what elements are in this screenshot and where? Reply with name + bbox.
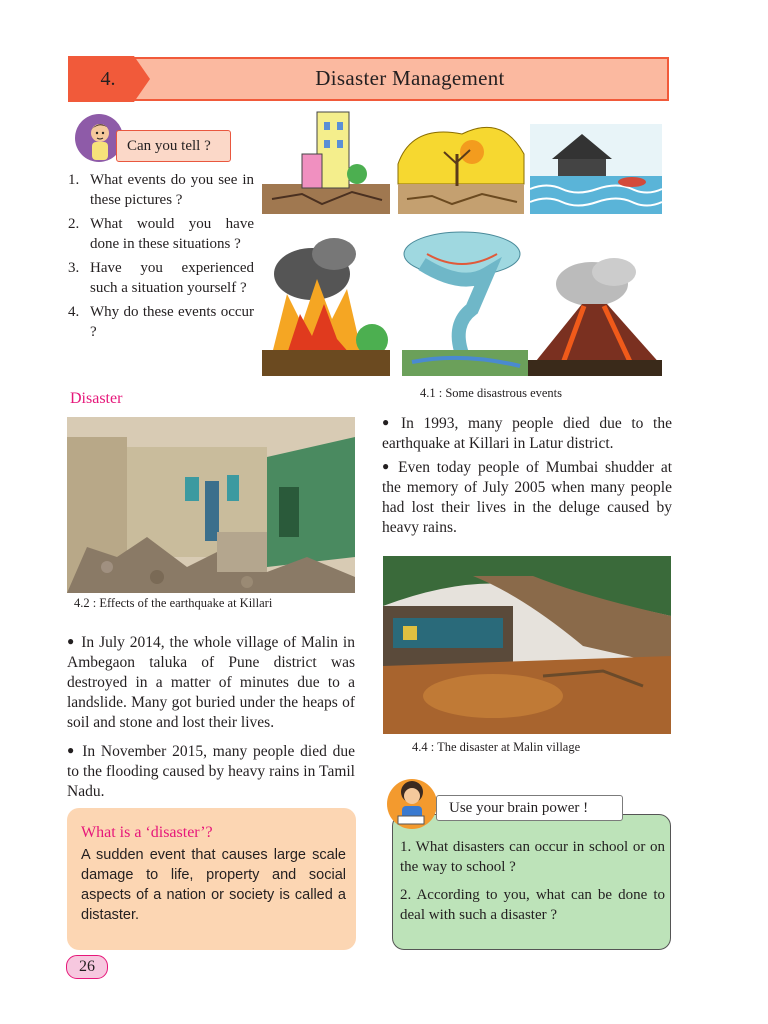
bullet-paragraph: ● Even today people of Mumbai shudder at the memory of July 2005 when many people had lost their lives in the deluge caused by heavy rains. xyxy=(382,459,673,536)
flood-illustration xyxy=(530,124,662,214)
forest-fire-illustration xyxy=(262,238,390,376)
chapter-title: Disaster Management xyxy=(315,66,505,90)
figure-caption-4-2: 4.2 : Effects of the earthquake at Killari xyxy=(74,596,273,610)
bullet-icon: ● xyxy=(382,459,393,473)
list-item: 2. What would you have done in these situations ? xyxy=(68,216,254,252)
landslide-photo xyxy=(383,556,671,734)
section-heading-disaster: Disaster xyxy=(70,390,123,407)
bullet-icon: ● xyxy=(67,743,77,757)
can-you-tell-label: Can you tell ? xyxy=(116,130,231,162)
definition-text: A sudden event that causes large scale damage to life, property and social aspects of a nation or society is called a distaster. xyxy=(81,847,346,923)
earthquake-illustration xyxy=(262,112,390,214)
list-item: 4. Why do these events occur ? xyxy=(68,304,254,340)
cyclone-illustration xyxy=(402,232,528,376)
bullet-paragraph: ● In November 2015, many people died due to the flooding caused by heavy rains in Tamil Nadu. xyxy=(67,743,356,800)
earthquake-photo xyxy=(67,417,355,593)
chapter-number: 4. xyxy=(100,68,116,90)
bullet-icon: ● xyxy=(67,634,76,648)
bullet-icon: ● xyxy=(382,415,395,429)
volcano-illustration xyxy=(528,258,662,376)
bullet-paragraph: ● In 1993, many people died due to the earthquake at Killari in Latur district. xyxy=(382,415,672,452)
disaster-illustrations xyxy=(262,104,670,384)
question-list xyxy=(68,170,254,346)
girl-character-icon xyxy=(386,772,438,832)
brain-power-label: Use your brain power ! xyxy=(436,795,623,821)
list-item: 2. According to you, what can be done to deal with such a disaster ? xyxy=(400,887,665,923)
figure-caption-4-4: 4.4 : The disaster at Malin village xyxy=(412,740,581,754)
definition-title: What is a ‘disaster’? xyxy=(81,824,213,841)
brain-power-list xyxy=(400,837,665,933)
list-item: 1. What events do you see in these pictures ? xyxy=(68,172,254,208)
bullet-paragraph: ● In July 2014, the whole village of Malin in Ambegaon taluka of Pune district was destroyed in a matter of minutes due to a landslide. Many got buried under the heaps of soil and stone and lost their lives. xyxy=(67,634,355,731)
figure-caption-4-1: 4.1 : Some disastrous events xyxy=(420,386,563,400)
drought-illustration xyxy=(398,127,524,214)
list-item: 3. Have you experienced such a situation yourself ? xyxy=(68,260,254,296)
page-number: 26 xyxy=(66,955,108,979)
list-item: 1. What disasters can occur in school or on the way to school ? xyxy=(400,839,665,875)
